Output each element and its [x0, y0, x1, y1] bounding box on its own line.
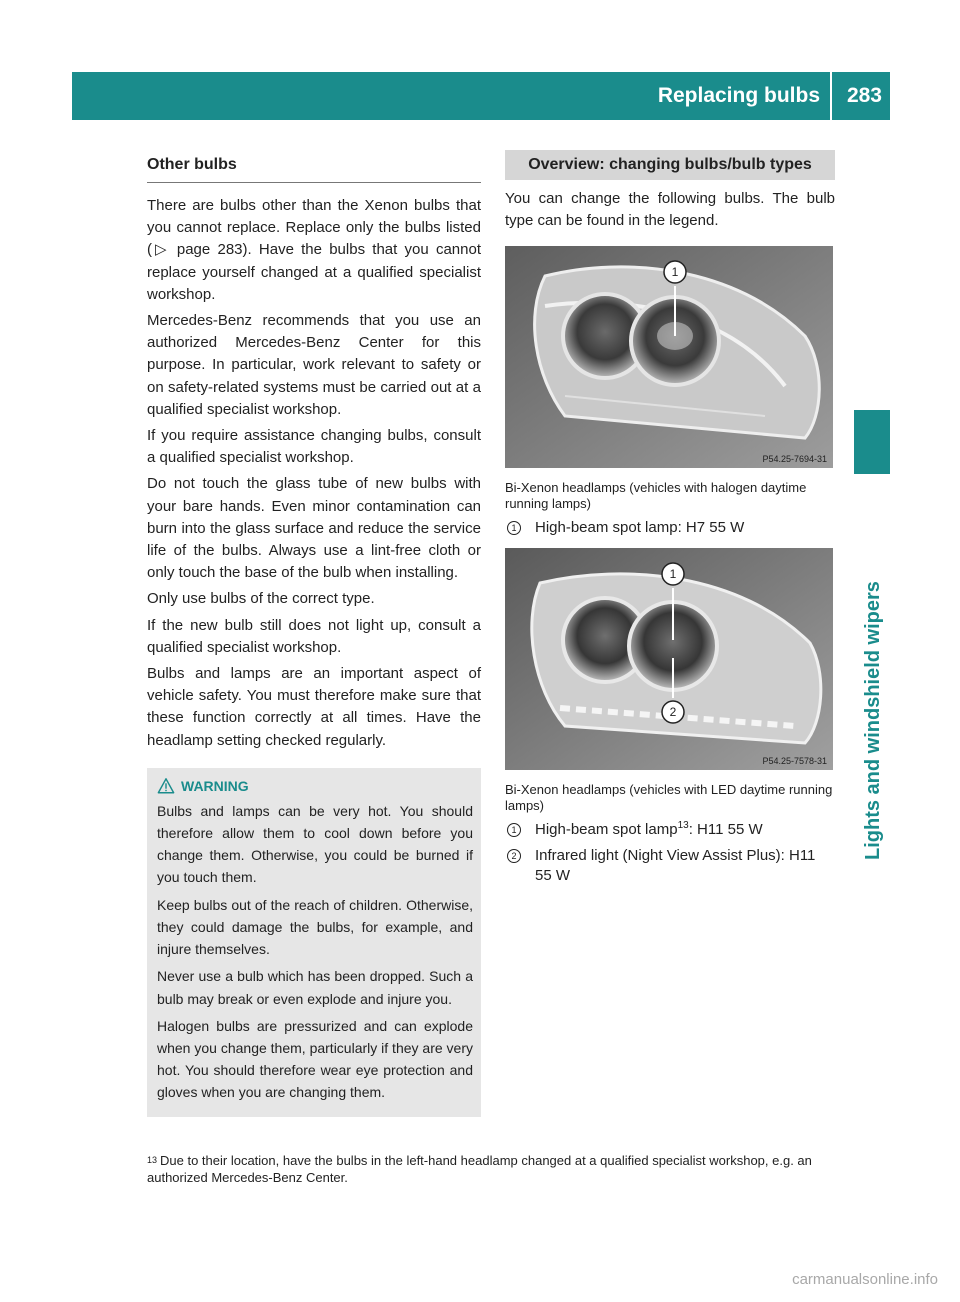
paragraph: There are bulbs other than the Xenon bulbs that you cannot replace. Replace only the bulbs listed (▷ page 283). Have the bulbs that you cannot replace yourself changed at a qualified specialist workshop. — [147, 197, 481, 303]
legend-item — [505, 846, 835, 886]
warning-paragraph: Never use a bulb which has been dropped. Such a bulb may break or even explode and injure you. — [157, 968, 473, 1007]
warning-box — [147, 768, 481, 1117]
callout-number: 2 — [669, 705, 677, 720]
callout-number: 1 — [669, 567, 677, 582]
figure-caption: Bi-Xenon headlamps (vehicles with halogen daytime running lamps) — [505, 480, 807, 512]
headlamp-illustration — [505, 548, 833, 770]
chapter-side-label — [862, 480, 909, 860]
intro-paragraph: You can change the following bulbs. The bulb type can be found in the legend. — [505, 190, 835, 230]
footnote — [147, 1152, 837, 1186]
warning-header — [157, 776, 473, 796]
legend-number-icon: 1 — [507, 521, 521, 535]
headlamp-photo-halogen — [505, 246, 833, 468]
chapter-label-text: Lights and windshield wipers — [862, 581, 884, 860]
legend-item — [505, 820, 835, 840]
paragraph: Mercedes-Benz recommends that you use an authorized Mercedes-Benz Center for this purpose. In particular, work relevant to safety or on safety-related systems must be carried out at a qualified specialist workshop. — [147, 312, 481, 418]
footnote-text: Due to their location, have the bulbs in the left-hand headlamp changed at a qualified specialist workshop, e.g. an authorized Mercedes-Benz Center. — [147, 1153, 812, 1185]
left-column — [147, 150, 481, 1117]
legend-text — [535, 820, 763, 840]
warning-title: WARNING — [181, 777, 249, 794]
heading-overview: Overview: changing bulbs/bulb types — [505, 150, 835, 180]
paragraph: Bulbs and lamps are an important aspect of vehicle safety. You must therefore make sure that these function correctly at all times. Have the headlamp setting checked regularly. — [147, 665, 481, 749]
image-code: P54.25-7694-31 — [762, 454, 827, 465]
figure-caption: Bi-Xenon headlamps (vehicles with LED daytime running lamps) — [505, 782, 833, 814]
legend-number-icon: 1 — [507, 823, 521, 837]
legend-text: High-beam spot lamp: H7 55 W — [535, 519, 745, 537]
watermark: carmanualsonline.info — [792, 1271, 938, 1288]
chapter-tab-marker — [854, 410, 890, 474]
legend-text-main: High-beam spot lamp — [535, 821, 678, 839]
right-column — [505, 150, 835, 892]
footnote-reference: 13 — [677, 820, 689, 832]
legend-text-rest: : H11 55 W — [688, 821, 763, 839]
headlamp-illustration — [505, 246, 833, 468]
callout-number: 1 — [671, 265, 679, 280]
paragraph: Only use bulbs of the correct type. — [147, 590, 375, 608]
headlamp-photo-led — [505, 548, 833, 770]
warning-triangle-icon — [157, 777, 175, 795]
page-number: 283 — [846, 84, 882, 107]
paragraph: If the new bulb still does not light up, consult a qualified specialist workshop. — [147, 616, 481, 656]
paragraph: If you require assistance changing bulbs, consult a qualified specialist workshop. — [147, 427, 481, 467]
warning-paragraph: Keep bulbs out of the reach of children. Otherwise, they could damage the bulbs, for example, and injure themselves. — [157, 896, 473, 958]
section-title: Replacing bulbs — [657, 84, 820, 107]
heading-other-bulbs: Other bulbs — [147, 150, 481, 183]
header-divider — [830, 72, 832, 120]
warning-paragraph: Bulbs and lamps can be very hot. You should therefore allow them to cool down before you change them. Otherwise, you could be burned if you touch them. — [157, 802, 473, 886]
legend-number-icon: 2 — [507, 849, 521, 863]
legend-text: Infrared light (Night View Assist Plus): H11 55 W — [535, 847, 816, 885]
image-code: P54.25-7578-31 — [762, 756, 827, 767]
legend-item — [505, 518, 835, 538]
paragraph: Do not touch the glass tube of new bulbs with your bare hands. Even minor contamination can burn into the glass surface and reduce the service life of the bulbs. Always use a lint-free cloth or only touch the base of the bulb when installing. — [147, 475, 481, 582]
footnote-number: 13 — [147, 1155, 158, 1165]
warning-paragraph: Halogen bulbs are pressurized and can explode when you change them, particularly if they are very hot. You should therefore wear eye protection and gloves when you are changing them. — [157, 1017, 473, 1101]
header-bar — [72, 72, 890, 120]
